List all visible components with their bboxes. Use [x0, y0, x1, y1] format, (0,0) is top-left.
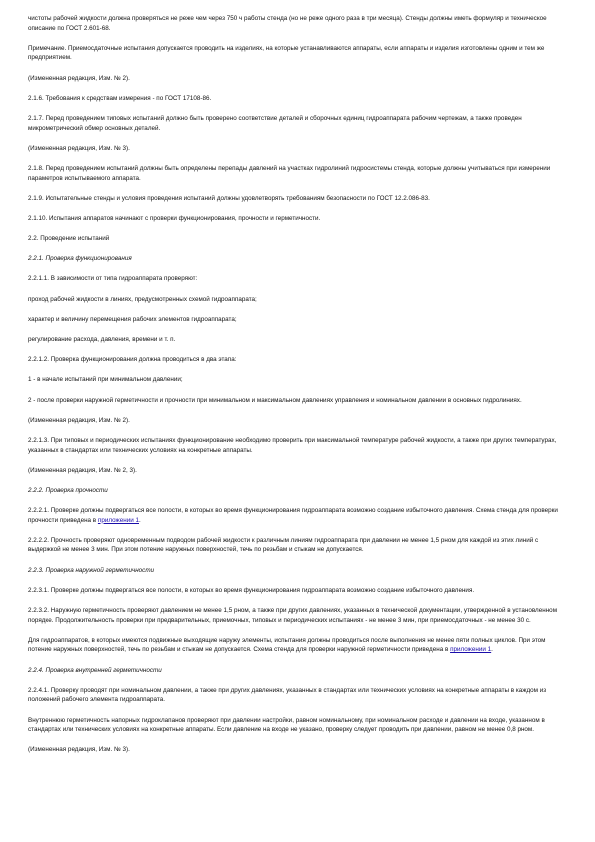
clause-2-1-7: 2.1.7. Перед проведением типовых испытаний должно быть проверено соответствие деталей и сборочных единиц гидроаппарата рабочим чертежам, а также проведен микрометрический обмер основных деталей. [28, 114, 522, 132]
clause-2-2-3-2: 2.2.3.2. Наружную герметичность проверяют давлением не менее 1,5 рном, а также при других давлениях, указанных в технической документации, утвержденной в установленном порядке. Продолжительность проверки при предварительных, приемочных, типовых и периодических испытаниях - не менее 3 мин, при приемосдаточных - не менее 30 с. [28, 607, 558, 624]
clause-2-2-3-1: 2.2.3.1. Проверке должны подвергаться все полости, в которых во время функционирования гидроаппарата возможно создание избыточного давления. [28, 586, 475, 594]
period: . [139, 516, 141, 524]
list-item: 2 - после проверки наружной герметичности и прочности при минимальном и максимальном давлениях управления и номинальном давлении в основных гидролиниях. [28, 396, 522, 404]
appendix-1-link[interactable]: приложении 1 [97, 516, 139, 524]
amendment-note: (Измененная редакция, Изм. № 3). [28, 746, 130, 754]
amendment-note: (Измененная редакция, Изм. № 2). [28, 416, 130, 424]
clause-2-2-2-1 [28, 506, 567, 525]
list-item: 1 - в начале испытаний при минимальном давлении; [28, 376, 183, 384]
subsection-heading-2-2-4: 2.2.4. Проверка внутренней герметичности [28, 666, 162, 674]
clause-2-1-6: 2.1.6. Требования к средствам измерения - по ГОСТ 17108-86. [28, 94, 212, 102]
list-item: регулирование расхода, давления, времени и т. п. [28, 336, 176, 343]
paragraph-note: Примечание. Приемосдаточные испытания допускается проводить на изделиях, на которые устанавливаются аппараты, если аппараты и изделия изготовлены одним и тем же предприятием. [28, 44, 545, 62]
list-item: характер и величину перемещения рабочих элементов гидроаппарата; [28, 315, 237, 323]
period: . [491, 646, 493, 654]
clause-2-2-1-1: 2.2.1.1. В зависимости от типа гидроаппарата проверяют: [28, 275, 198, 283]
clause-2-2-2-2: 2.2.2.2. Прочность проверяют одновременным подводом рабочей жидкости к различным линиям гидроаппарата при давлении не менее 1,5 рном для каждой из этих линий с выдержкой не менее 3 мин. При этом потение наружных поверхностей, течь по резьбам и стыкам не допускается. [28, 536, 539, 554]
paragraph-moving-elements [28, 636, 567, 655]
clause-text: Для гидроаппаратов, в которых имеются подвижные выходящие наружу элементы, испытания должны проводиться после выполнения не менее пяти полных циклов. При этом потение наружных поверхностей, течь по резьбам и стыкам не допускается. Схема стенда для проверки наружной герметичности приведена в [28, 636, 546, 654]
section-heading-2-2: 2.2. Проведение испытаний [28, 235, 110, 243]
clause-2-1-10: 2.1.10. Испытания аппаратов начинают с проверки функционирования, прочности и герметичности. [28, 214, 321, 222]
clause-text: 2.2.2.1. Проверке должны подвергаться все полости, в которых во время функционирования гидроаппарата возможно создание избыточного давления. Схема стенда для проверки прочности приведена в [28, 507, 558, 524]
list-item: проход рабочей жидкости в линиях, предусмотренных схемой гидроаппарата; [28, 295, 257, 303]
clause-2-2-1-3: 2.2.1.3. При типовых и периодических испытаниях функционирование необходимо проверить при максимальной температуре рабочей жидкости, а также при других температурах, указанных в стандартах или технических условиях на конкретные аппараты. [28, 436, 557, 454]
subsection-heading-2-2-3: 2.2.3. Проверка наружной герметичности [28, 566, 155, 574]
subsection-heading-2-2-2: 2.2.2. Проверка прочности [28, 486, 108, 494]
amendment-note: (Измененная редакция, Изм. № 2). [28, 74, 130, 82]
appendix-1-link[interactable]: приложении 1 [450, 646, 492, 654]
amendment-note: (Измененная редакция, Изм. № 2, 3). [28, 466, 137, 474]
clause-2-2-1-2: 2.2.1.2. Проверка функционирования должна проводиться в два этапа: [28, 356, 237, 364]
clause-2-1-8: 2.1.8. Перед проведением испытаний должны быть определены перепады давлений на участках гидролиний гидросистемы стенда, которые должны учитываться при измерении параметров испытываемого аппарата. [28, 164, 551, 182]
clause-2-2-4-1: 2.2.4.1. Проверку проводят при номинальном давлении, а также при других давлениях, указанных в стандартах или технических условиях на конкретные аппараты в каждом из положений рабочего элемента гидроаппарата. [28, 686, 547, 704]
paragraph-cleanliness: чистоты рабочей жидкости должна проверяться не реже чем через 750 ч работы стенда (но не реже одного раза в три месяца). Стенды должны иметь формуляр и техническое описание по ГОСТ 2.601-68. [28, 15, 547, 32]
subsection-heading-2-2-1: 2.2.1. Проверка функционирования [28, 255, 132, 263]
paragraph-internal-tightness: Внутреннюю герметичность напорных гидроклапанов проверяют при давлении настройки, равном номинальному, при номинальном расходе и давлении на входе, указанном в стандартах или технических условиях на конкретные аппараты. Если давление на входе не указано, проверку следует проводить при давлении, равном не менее 0,8 рном. [28, 716, 545, 734]
clause-2-1-9: 2.1.9. Испытательные стенды и условия проведения испытаний должны удовлетворять требованиям безопасности по ГОСТ 12.2.086-83. [28, 194, 430, 202]
amendment-note: (Измененная редакция, Изм. № 3). [28, 144, 130, 152]
